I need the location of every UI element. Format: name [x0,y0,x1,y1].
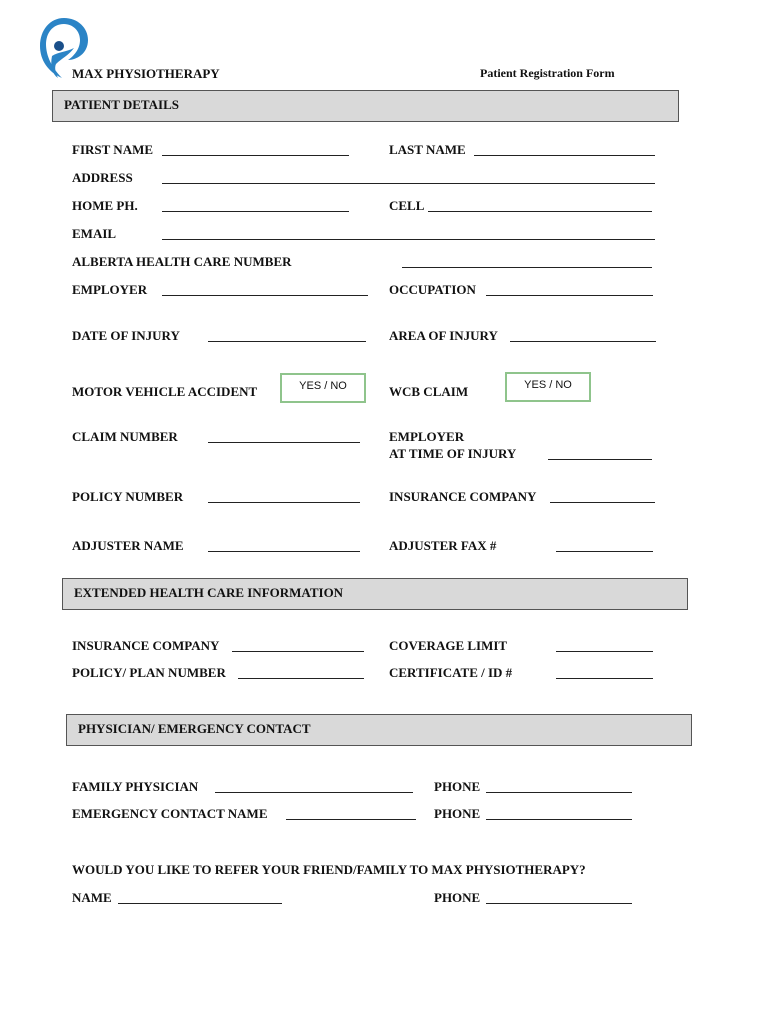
adjuster-name-label: ADJUSTER NAME [72,538,184,553]
insurance-company-label: INSURANCE COMPANY [389,489,537,504]
last-name-field[interactable] [474,155,655,156]
date-of-injury-field[interactable] [208,341,366,342]
adjuster-fax-label: ADJUSTER FAX # [389,538,497,553]
emergency-phone-field[interactable] [486,819,632,820]
family-physician-field[interactable] [215,792,413,793]
brand-name: MAX PHYSIOTHERAPY [72,66,220,81]
employer-time-field[interactable] [548,459,652,460]
alberta-health-label: ALBERTA HEALTH CARE NUMBER [72,254,292,269]
alberta-health-field[interactable] [402,267,652,268]
refer-name-field[interactable] [118,903,282,904]
home-phone-label: HOME PH. [72,198,138,213]
section-physician-contact: PHYSICIAN/ EMERGENCY CONTACT [66,714,692,746]
employer-time-label-2: AT TIME OF INJURY [389,446,517,461]
physician-phone-field[interactable] [486,792,632,793]
cell-field[interactable] [428,211,652,212]
family-physician-label: FAMILY PHYSICIAN [72,779,199,794]
certificate-id-label: CERTIFICATE / ID # [389,665,513,680]
emergency-name-label: EMERGENCY CONTACT NAME [72,806,268,821]
form-title: Patient Registration Form [480,66,615,80]
email-label: EMAIL [72,226,117,241]
last-name-label: LAST NAME [389,142,466,157]
wcb-claim-yes-no[interactable]: YES / NO [505,372,591,402]
coverage-limit-field[interactable] [556,651,653,652]
occupation-field[interactable] [486,295,653,296]
home-phone-field[interactable] [162,211,349,212]
policy-plan-label: POLICY/ PLAN NUMBER [72,665,226,680]
date-of-injury-label: DATE OF INJURY [72,328,180,343]
motor-vehicle-yes-no[interactable]: YES / NO [280,373,366,403]
email-field[interactable] [162,239,655,240]
refer-phone-field[interactable] [486,903,632,904]
section-extended-health: EXTENDED HEALTH CARE INFORMATION [62,578,688,610]
ext-insurance-company-field[interactable] [232,651,364,652]
employer-label: EMPLOYER [72,282,148,297]
address-field[interactable] [162,183,655,184]
address-label: ADDRESS [72,170,133,185]
claim-number-field[interactable] [208,442,360,443]
motor-vehicle-label: MOTOR VEHICLE ACCIDENT [72,384,258,399]
physician-phone-label: PHONE [434,779,481,794]
area-of-injury-field[interactable] [510,341,656,342]
cell-label: CELL [389,198,425,213]
refer-question: WOULD YOU LIKE TO REFER YOUR FRIEND/FAMILY TO MAX PHYSIOTHERAPY? [72,862,586,877]
occupation-label: OCCUPATION [389,282,476,297]
wcb-claim-label: WCB CLAIM [389,384,469,399]
adjuster-name-field[interactable] [208,551,360,552]
policy-plan-field[interactable] [238,678,364,679]
section-patient-details: PATIENT DETAILS [52,90,679,122]
coverage-limit-label: COVERAGE LIMIT [389,638,508,653]
first-name-label: FIRST NAME [72,142,154,157]
adjuster-fax-field[interactable] [556,551,653,552]
area-of-injury-label: AREA OF INJURY [389,328,498,343]
emergency-phone-label: PHONE [434,806,481,821]
employer-time-label-1: EMPLOYER [389,429,465,444]
certificate-id-field[interactable] [556,678,653,679]
claim-number-label: CLAIM NUMBER [72,429,178,444]
policy-number-label: POLICY NUMBER [72,489,184,504]
insurance-company-field[interactable] [550,502,655,503]
employer-field[interactable] [162,295,368,296]
first-name-field[interactable] [162,155,349,156]
ext-insurance-company-label: INSURANCE COMPANY [72,638,220,653]
refer-phone-label: PHONE [434,890,481,905]
policy-number-field[interactable] [208,502,360,503]
refer-name-label: NAME [72,890,112,905]
emergency-name-field[interactable] [286,819,416,820]
